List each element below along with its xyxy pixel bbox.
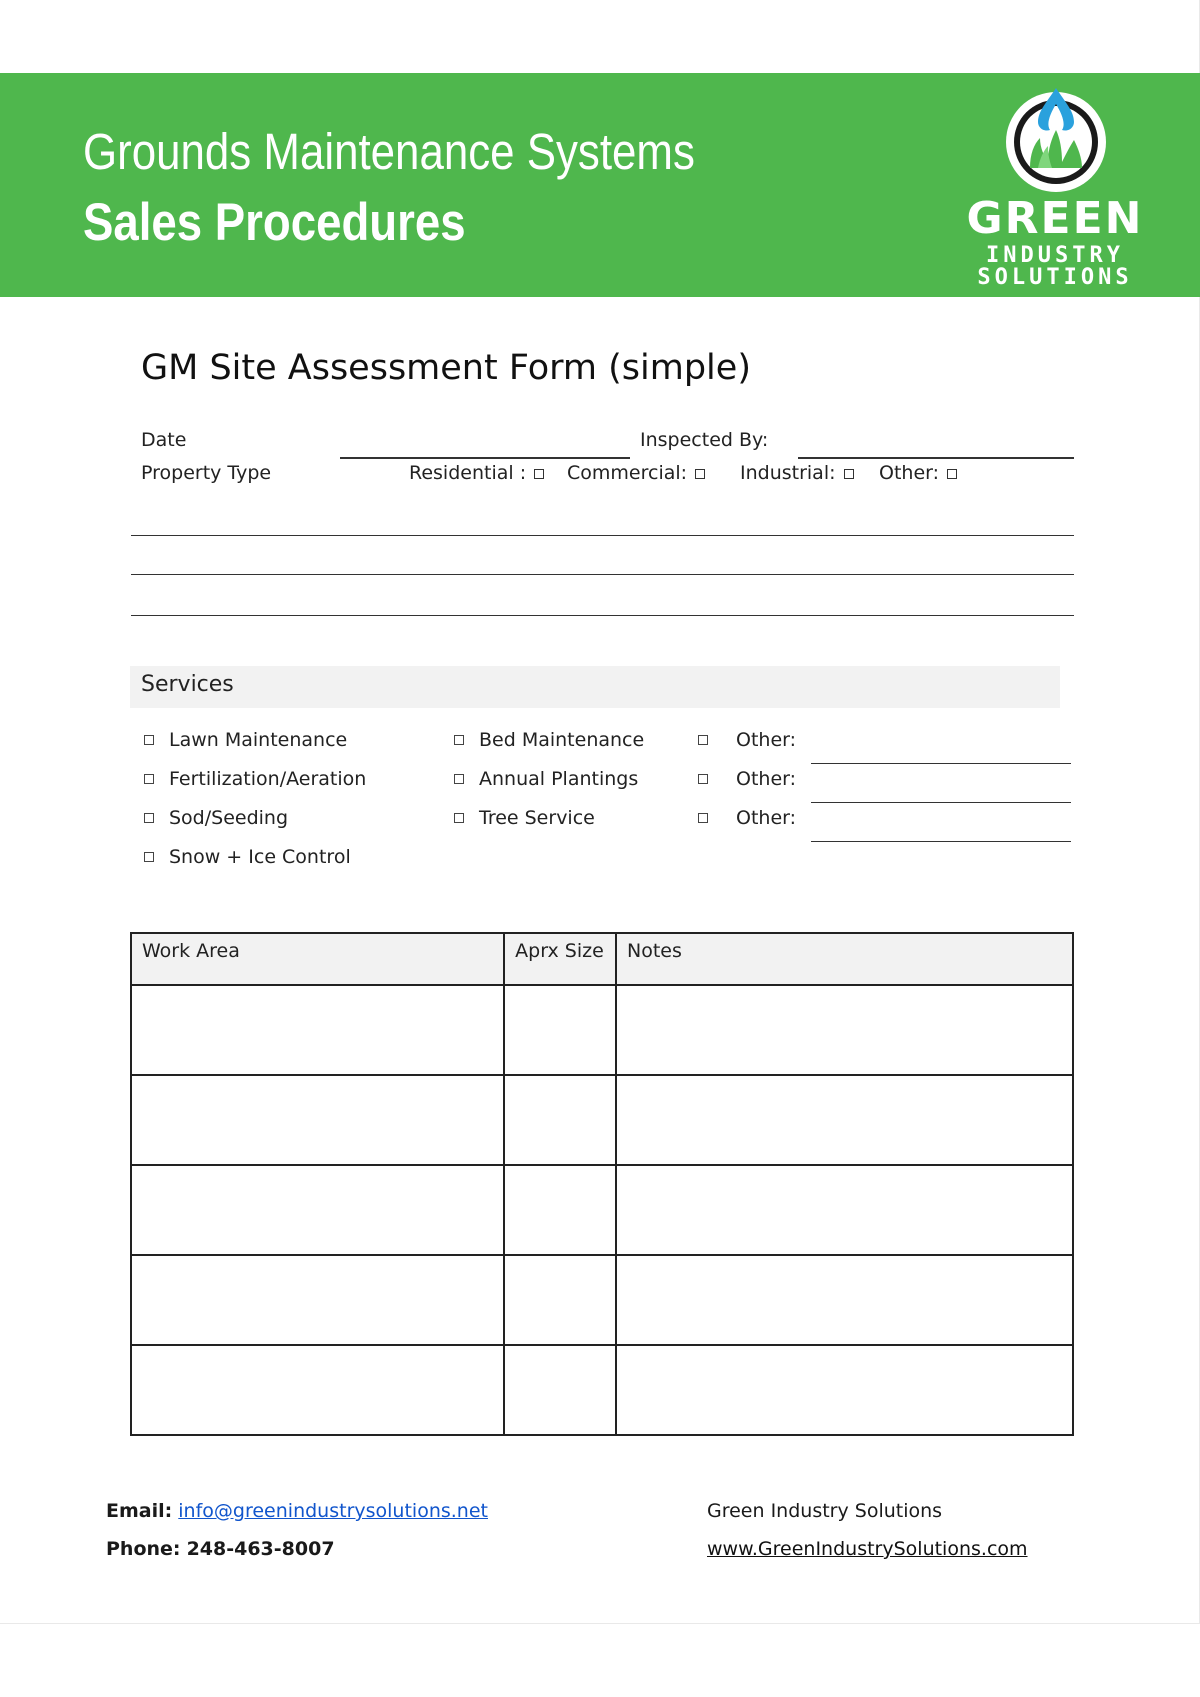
logo-word: GREEN [966,193,1144,244]
email-label: Email: [106,1500,173,1522]
footer-website [707,1538,1028,1560]
footer-email [106,1500,488,1522]
size-cell[interactable] [504,1345,616,1435]
logo-line-industry: INDUSTRY [986,243,1124,268]
size-cell[interactable] [504,1165,616,1255]
blank-line-3[interactable] [131,615,1074,616]
table-row [131,1165,1073,1255]
form-title: GM Site Assessment Form (simple) [141,348,751,388]
date-field[interactable] [340,457,630,459]
date-label: Date [141,429,187,451]
header-work-area: Work Area [131,933,504,985]
header-subtitle: Sales Procedures [83,193,466,252]
checkbox[interactable] [947,469,957,479]
table-row [131,1345,1073,1435]
property-option-other[interactable] [879,462,957,484]
checkbox-fertilization[interactable] [144,774,154,784]
other-field-2[interactable] [811,802,1071,803]
inspected-by-label: Inspected By: [640,429,769,451]
other-field-3[interactable] [811,841,1071,842]
size-cell[interactable] [504,985,616,1075]
company-logo [955,84,1155,289]
email-link[interactable]: info@greenindustrysolutions.net [178,1500,488,1522]
property-option-residential[interactable] [409,462,544,484]
checkbox[interactable] [695,469,705,479]
service-other-1: Other: [736,729,797,751]
blank-line-1[interactable] [131,535,1074,536]
option-label: Residential : [409,462,527,484]
work-area-cell[interactable] [131,1075,504,1165]
notes-cell[interactable] [616,985,1073,1075]
header-title: Grounds Maintenance Systems [83,123,695,180]
footer-company: Green Industry Solutions [707,1500,943,1522]
property-type-label: Property Type [141,462,272,484]
checkbox[interactable] [844,469,854,479]
service-lawn-maintenance: Lawn Maintenance [169,729,348,751]
service-fertilization: Fertilization/Aeration [169,768,367,790]
header-aprx-size: Aprx Size [504,933,616,985]
checkbox-other-3[interactable] [698,813,708,823]
service-tree-service: Tree Service [479,807,595,829]
service-bed-maintenance: Bed Maintenance [479,729,645,751]
property-option-commercial[interactable] [567,462,705,484]
service-annual-plantings: Annual Plantings [479,768,639,790]
blank-line-2[interactable] [131,574,1074,575]
grass-water-drop-icon [1000,84,1112,196]
work-area-cell[interactable] [131,1165,504,1255]
checkbox-annual-plantings[interactable] [454,774,464,784]
work-area-cell[interactable] [131,1345,504,1435]
phone-label: Phone: [106,1538,181,1560]
footer-phone [106,1538,335,1560]
table-row [131,1255,1073,1345]
checkbox-lawn-maintenance[interactable] [144,735,154,745]
table-row [131,1075,1073,1165]
service-other-2: Other: [736,768,797,790]
checkbox-bed-maintenance[interactable] [454,735,464,745]
services-header-band [130,666,1060,708]
checkbox-snow-ice[interactable] [144,852,154,862]
website-link[interactable]: www.GreenIndustrySolutions.com [707,1538,1028,1560]
logo-line-solutions: SOLUTIONS [977,265,1133,290]
notes-cell[interactable] [616,1165,1073,1255]
checkbox-other-1[interactable] [698,735,708,745]
work-area-table [130,932,1074,1436]
header-notes: Notes [616,933,1073,985]
checkbox-tree-service[interactable] [454,813,464,823]
work-area-cell[interactable] [131,985,504,1075]
service-other-3: Other: [736,807,797,829]
checkbox[interactable] [534,469,544,479]
phone-number: 248-463-8007 [186,1538,335,1560]
property-option-industrial[interactable] [740,462,854,484]
option-label: Industrial: [740,462,836,484]
services-title: Services [141,672,234,697]
inspected-by-field[interactable] [798,457,1074,459]
table-row [131,985,1073,1075]
size-cell[interactable] [504,1255,616,1345]
notes-cell[interactable] [616,1255,1073,1345]
other-field-1[interactable] [811,763,1071,764]
service-sod-seeding: Sod/Seeding [169,807,289,829]
table-header-row [131,933,1073,985]
service-snow-ice: Snow + Ice Control [169,846,351,868]
option-label: Other: [879,462,940,484]
size-cell[interactable] [504,1075,616,1165]
checkbox-sod-seeding[interactable] [144,813,154,823]
notes-cell[interactable] [616,1345,1073,1435]
option-label: Commercial: [567,462,688,484]
checkbox-other-2[interactable] [698,774,708,784]
work-area-cell[interactable] [131,1255,504,1345]
notes-cell[interactable] [616,1075,1073,1165]
